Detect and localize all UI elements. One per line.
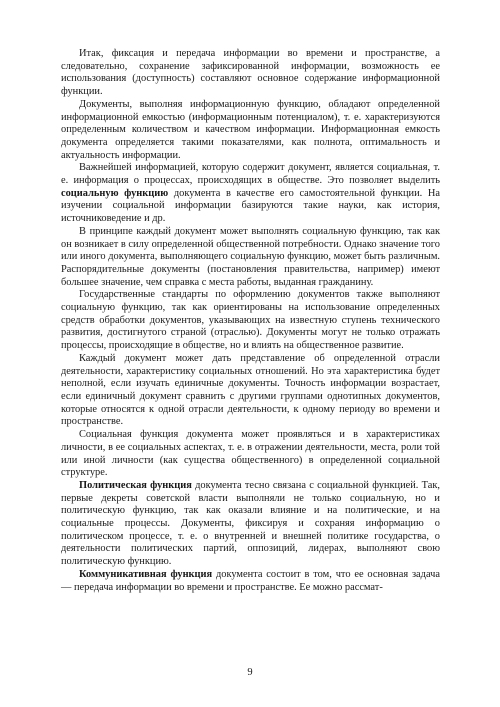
paragraph-3: Важнейшей информацией, которую содержит документ, является социальная, т. е. информация о процессах, происходящих в обществе. Это позволяет выделить социальную функцию документа в качестве его самостоятельной функции. На изучении социальной информации базируются такие науки, как история, источниковедение и др. bbox=[61, 162, 440, 225]
paragraph-8: Политическая функция документа тесно связана с социальной функцией. Так, первые декреты советской власти выполняли не только социальную, но и политическую функцию, так как оказали влияние и на политические, и на социальные процессы. Документы, фиксируя и сохраняя информацию о политическом процессе, т. е. о внутренней и внешней политике государства, о деятельности политических партий, оппозиций, лидерах, выполняют свою политическую функцию. bbox=[61, 479, 441, 568]
term-political-function: Политическая функция bbox=[79, 479, 192, 491]
term-social-function: социальную функцию bbox=[61, 187, 169, 199]
paragraph-9: Коммуникативная функция документа состоит в том, что ее основная задача — передача информации во времени и пространстве. Ее можно рассмат- bbox=[61, 568, 440, 593]
page-number: 9 bbox=[247, 667, 253, 678]
paragraph-5: Государственные стандарты по оформлению документов также выполняют социальную функцию, так как ориентированы на использование определенных средств обработки документов, указывающих на известную ступень технического развития, достигнутого страной (отраслью). Документы могут не только отражать процессы, происходящие в обществе, но и влиять на общественное развитие. bbox=[61, 289, 440, 352]
paragraph-6: Каждый документ может дать представление об определенной отрасли деятельности, характеристику социальных отношений. Но эта характеристика будет неполной, если изучать единичные документы. Точность информации возрастает, если единичный документ сравнить с другими группами однотипных документов, которые относятся к одной отрасли деятельности, к одному периоду во времени и пространстве. bbox=[61, 352, 440, 428]
paragraph-2: Документы, выполняя информационную функцию, обладают определенной информационной емкостью (информационным потенциалом), т. е. характеризуются определенным количеством и качеством информации. Информационная емкость документа определяется такими показателями, как полнота, оптимальность и актуальность информации. bbox=[61, 98, 440, 161]
paragraph-4: В принципе каждый документ может выполнять социальную функцию, так как он возникает в силу определенной общественной потребности. Однако значение того или иного документа, выполняющего социальную функцию, может быть различным. Распорядительные документы (постановления правительства, например) имеют большее значение, чем справка с места работы, выданная гражданину. bbox=[61, 225, 440, 288]
body-text bbox=[61, 48, 440, 594]
term-communicative-function: Коммуникативная функция bbox=[79, 568, 213, 580]
paragraph-7: Социальная функция документа может проявляться и в характеристиках личности, в ее социальных аспектах, т. е. в отражении деятельности, места, роли той или иной личности (как существа общественного) в определенной социальной структуре. bbox=[61, 429, 440, 479]
paragraph-1: Итак, фиксация и передача информации во времени и пространстве, а следовательно, сохранение зафиксированной информации, возможность ее использования (доступность) составляют основное содержание информационной функции. bbox=[61, 48, 440, 98]
